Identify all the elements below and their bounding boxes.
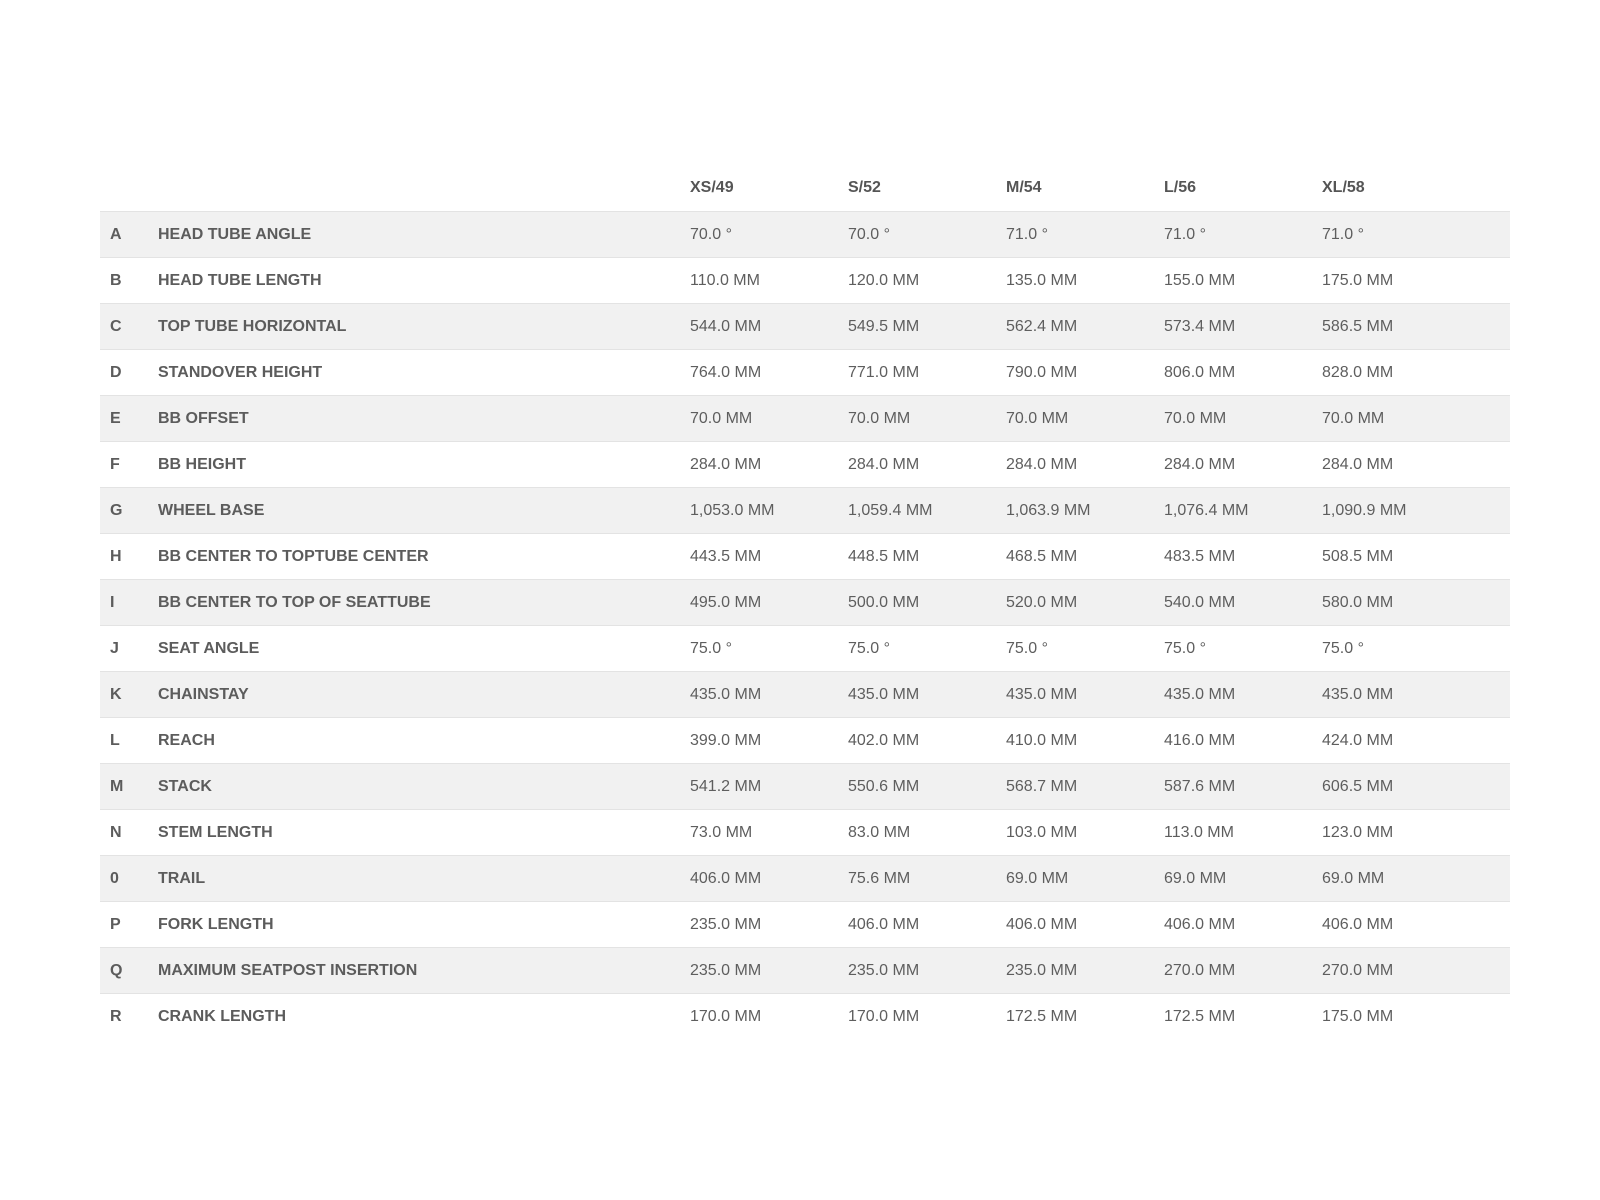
row-measurement-name: BB OFFSET: [158, 409, 249, 427]
row-measurement-name: HEAD TUBE ANGLE: [158, 225, 312, 243]
row-value-cell: 75.0 °: [1006, 639, 1048, 657]
row-value-cell: 544.0 MM: [690, 317, 762, 335]
row-value-cell: 399.0 MM: [690, 731, 762, 749]
row-measurement-name: BB CENTER TO TOPTUBE CENTER: [158, 547, 429, 565]
row-value-cell: 175.0 MM: [1322, 1007, 1394, 1025]
header-letter-blank: [100, 165, 158, 212]
row-value-cell: 406.0 MM: [690, 869, 762, 887]
row-measurement-name: STANDOVER HEIGHT: [158, 363, 323, 381]
row-value-cell: 235.0 MM: [690, 961, 762, 979]
row-value-cell: 71.0 °: [1164, 225, 1206, 243]
row-value-cell: 435.0 MM: [1006, 685, 1078, 703]
row-letter: E: [110, 409, 121, 427]
row-value-cell: 410.0 MM: [1006, 731, 1078, 749]
row-value-cell: 406.0 MM: [1006, 915, 1078, 933]
row-value-cell: 587.6 MM: [1164, 777, 1236, 795]
row-value-cell: 580.0 MM: [1322, 593, 1394, 611]
row-measurement-name: STEM LENGTH: [158, 823, 273, 841]
row-measurement-name: TRAIL: [158, 869, 206, 887]
row-value-cell: 406.0 MM: [1322, 915, 1394, 933]
table-row: [100, 534, 1510, 580]
row-value-cell: 70.0 MM: [848, 409, 911, 427]
header-row: [100, 165, 1510, 212]
row-measurement-name: CHAINSTAY: [158, 685, 249, 703]
row-value-cell: 235.0 MM: [690, 915, 762, 933]
header-size-s: S/52: [848, 179, 881, 196]
row-value-cell: 568.7 MM: [1006, 777, 1078, 795]
row-measurement-name: HEAD TUBE LENGTH: [158, 271, 322, 289]
row-letter: A: [110, 225, 122, 243]
row-value-cell: 70.0 MM: [1164, 409, 1227, 427]
table-row: [100, 442, 1510, 488]
row-value-cell: 406.0 MM: [1164, 915, 1236, 933]
row-value-cell: 70.0 °: [690, 225, 732, 243]
row-value-cell: 172.5 MM: [1006, 1007, 1078, 1025]
row-value-cell: 110.0 MM: [690, 271, 760, 289]
row-value-cell: 549.5 MM: [848, 317, 920, 335]
row-letter: D: [110, 363, 122, 381]
row-value-cell: 540.0 MM: [1164, 593, 1236, 611]
row-measurement-name: SEAT ANGLE: [158, 639, 260, 657]
row-measurement-name: REACH: [158, 731, 215, 749]
row-value-cell: 113.0 MM: [1164, 823, 1234, 841]
row-value-cell: 435.0 MM: [690, 685, 762, 703]
row-value-cell: 424.0 MM: [1322, 731, 1394, 749]
row-value-cell: 284.0 MM: [1322, 455, 1394, 473]
row-value-cell: 435.0 MM: [1322, 685, 1394, 703]
row-value-cell: 541.2 MM: [690, 777, 762, 795]
table-row: [100, 902, 1510, 948]
row-value-cell: 435.0 MM: [1164, 685, 1236, 703]
table-row: [100, 304, 1510, 350]
row-value-cell: 806.0 MM: [1164, 363, 1236, 381]
row-value-cell: 771.0 MM: [848, 363, 920, 381]
row-value-cell: 71.0 °: [1006, 225, 1048, 243]
row-letter: I: [110, 593, 115, 611]
row-value-cell: 606.5 MM: [1322, 777, 1394, 795]
row-value-cell: 284.0 MM: [690, 455, 762, 473]
row-value-cell: 75.6 MM: [848, 869, 911, 887]
row-value-cell: 175.0 MM: [1322, 271, 1394, 289]
table-row: [100, 580, 1510, 626]
table-row: [100, 994, 1510, 1040]
row-value-cell: 270.0 MM: [1322, 961, 1394, 979]
row-letter: N: [110, 823, 122, 841]
row-value-cell: 135.0 MM: [1006, 271, 1078, 289]
geometry-table: [100, 165, 1510, 1040]
row-value-cell: 520.0 MM: [1006, 593, 1078, 611]
table-row: [100, 212, 1510, 258]
table-row: [100, 350, 1510, 396]
row-value-cell: 172.5 MM: [1164, 1007, 1236, 1025]
row-value-cell: 75.0 °: [1322, 639, 1364, 657]
row-value-cell: 235.0 MM: [848, 961, 920, 979]
table-row: [100, 718, 1510, 764]
row-measurement-name: MAXIMUM SEATPOST INSERTION: [158, 961, 418, 979]
header-size-l: L/56: [1164, 179, 1197, 196]
row-value-cell: 73.0 MM: [690, 823, 753, 841]
row-letter: J: [110, 639, 119, 657]
row-value-cell: 284.0 MM: [1006, 455, 1078, 473]
table-row: [100, 948, 1510, 994]
row-value-cell: 123.0 MM: [1322, 823, 1394, 841]
row-measurement-name: FORK LENGTH: [158, 915, 274, 933]
table-row: [100, 672, 1510, 718]
row-value-cell: 443.5 MM: [690, 547, 762, 565]
row-measurement-name: TOP TUBE HORIZONTAL: [158, 317, 347, 335]
row-value-cell: 573.4 MM: [1164, 317, 1236, 335]
row-letter: 0: [110, 869, 119, 887]
table-row: [100, 856, 1510, 902]
row-measurement-name: WHEEL BASE: [158, 501, 265, 519]
row-value-cell: 435.0 MM: [848, 685, 920, 703]
table-row: [100, 258, 1510, 304]
row-value-cell: 790.0 MM: [1006, 363, 1078, 381]
row-letter: Q: [110, 961, 123, 979]
row-value-cell: 1,076.4 MM: [1164, 501, 1249, 519]
row-value-cell: 1,053.0 MM: [690, 501, 775, 519]
row-letter: F: [110, 455, 120, 473]
row-measurement-name: CRANK LENGTH: [158, 1007, 286, 1025]
row-value-cell: 1,063.9 MM: [1006, 501, 1091, 519]
row-letter: K: [110, 685, 122, 703]
row-value-cell: 448.5 MM: [848, 547, 920, 565]
row-letter: G: [110, 501, 123, 519]
row-value-cell: 71.0 °: [1322, 225, 1364, 243]
row-measurement-name: BB CENTER TO TOP OF SEATTUBE: [158, 593, 431, 611]
row-value-cell: 495.0 MM: [690, 593, 762, 611]
row-value-cell: 284.0 MM: [1164, 455, 1236, 473]
row-value-cell: 75.0 °: [848, 639, 890, 657]
row-value-cell: 69.0 MM: [1006, 869, 1069, 887]
row-letter: B: [110, 271, 122, 289]
table-row: [100, 488, 1510, 534]
row-value-cell: 70.0 MM: [1322, 409, 1385, 427]
header-size-xs: XS/49: [690, 179, 734, 196]
row-value-cell: 1,059.4 MM: [848, 501, 933, 519]
row-value-cell: 69.0 MM: [1164, 869, 1227, 887]
table-body: [100, 212, 1510, 1040]
row-value-cell: 562.4 MM: [1006, 317, 1078, 335]
row-value-cell: 586.5 MM: [1322, 317, 1394, 335]
row-value-cell: 70.0 MM: [690, 409, 753, 427]
row-measurement-name: BB HEIGHT: [158, 455, 246, 473]
row-value-cell: 500.0 MM: [848, 593, 920, 611]
row-value-cell: 508.5 MM: [1322, 547, 1394, 565]
row-letter: C: [110, 317, 122, 335]
table-row: [100, 764, 1510, 810]
row-letter: M: [110, 777, 124, 795]
table-row: [100, 810, 1510, 856]
row-value-cell: 1,090.9 MM: [1322, 501, 1407, 519]
row-letter: L: [110, 731, 120, 749]
header-size-xl: XL/58: [1322, 179, 1365, 196]
row-value-cell: 70.0 °: [848, 225, 890, 243]
row-value-cell: 483.5 MM: [1164, 547, 1236, 565]
row-value-cell: 170.0 MM: [848, 1007, 920, 1025]
row-value-cell: 402.0 MM: [848, 731, 920, 749]
row-value-cell: 75.0 °: [690, 639, 732, 657]
table-row: [100, 626, 1510, 672]
table-header: [100, 165, 1510, 212]
row-value-cell: 120.0 MM: [848, 271, 920, 289]
row-value-cell: 284.0 MM: [848, 455, 920, 473]
row-value-cell: 550.6 MM: [848, 777, 920, 795]
row-value-cell: 155.0 MM: [1164, 271, 1236, 289]
row-value-cell: 406.0 MM: [848, 915, 920, 933]
row-value-cell: 75.0 °: [1164, 639, 1206, 657]
row-value-cell: 468.5 MM: [1006, 547, 1078, 565]
header-name-blank: [158, 165, 690, 212]
row-value-cell: 235.0 MM: [1006, 961, 1078, 979]
row-measurement-name: STACK: [158, 777, 212, 795]
row-letter: H: [110, 547, 122, 565]
row-value-cell: 170.0 MM: [690, 1007, 762, 1025]
row-value-cell: 416.0 MM: [1164, 731, 1236, 749]
header-size-m: M/54: [1006, 179, 1042, 196]
row-value-cell: 270.0 MM: [1164, 961, 1236, 979]
row-letter: R: [110, 1007, 122, 1025]
row-value-cell: 828.0 MM: [1322, 363, 1394, 381]
row-value-cell: 70.0 MM: [1006, 409, 1069, 427]
row-value-cell: 764.0 MM: [690, 363, 762, 381]
row-value-cell: 83.0 MM: [848, 823, 911, 841]
row-letter: P: [110, 915, 121, 933]
row-value-cell: 103.0 MM: [1006, 823, 1078, 841]
table-row: [100, 396, 1510, 442]
row-value-cell: 69.0 MM: [1322, 869, 1385, 887]
